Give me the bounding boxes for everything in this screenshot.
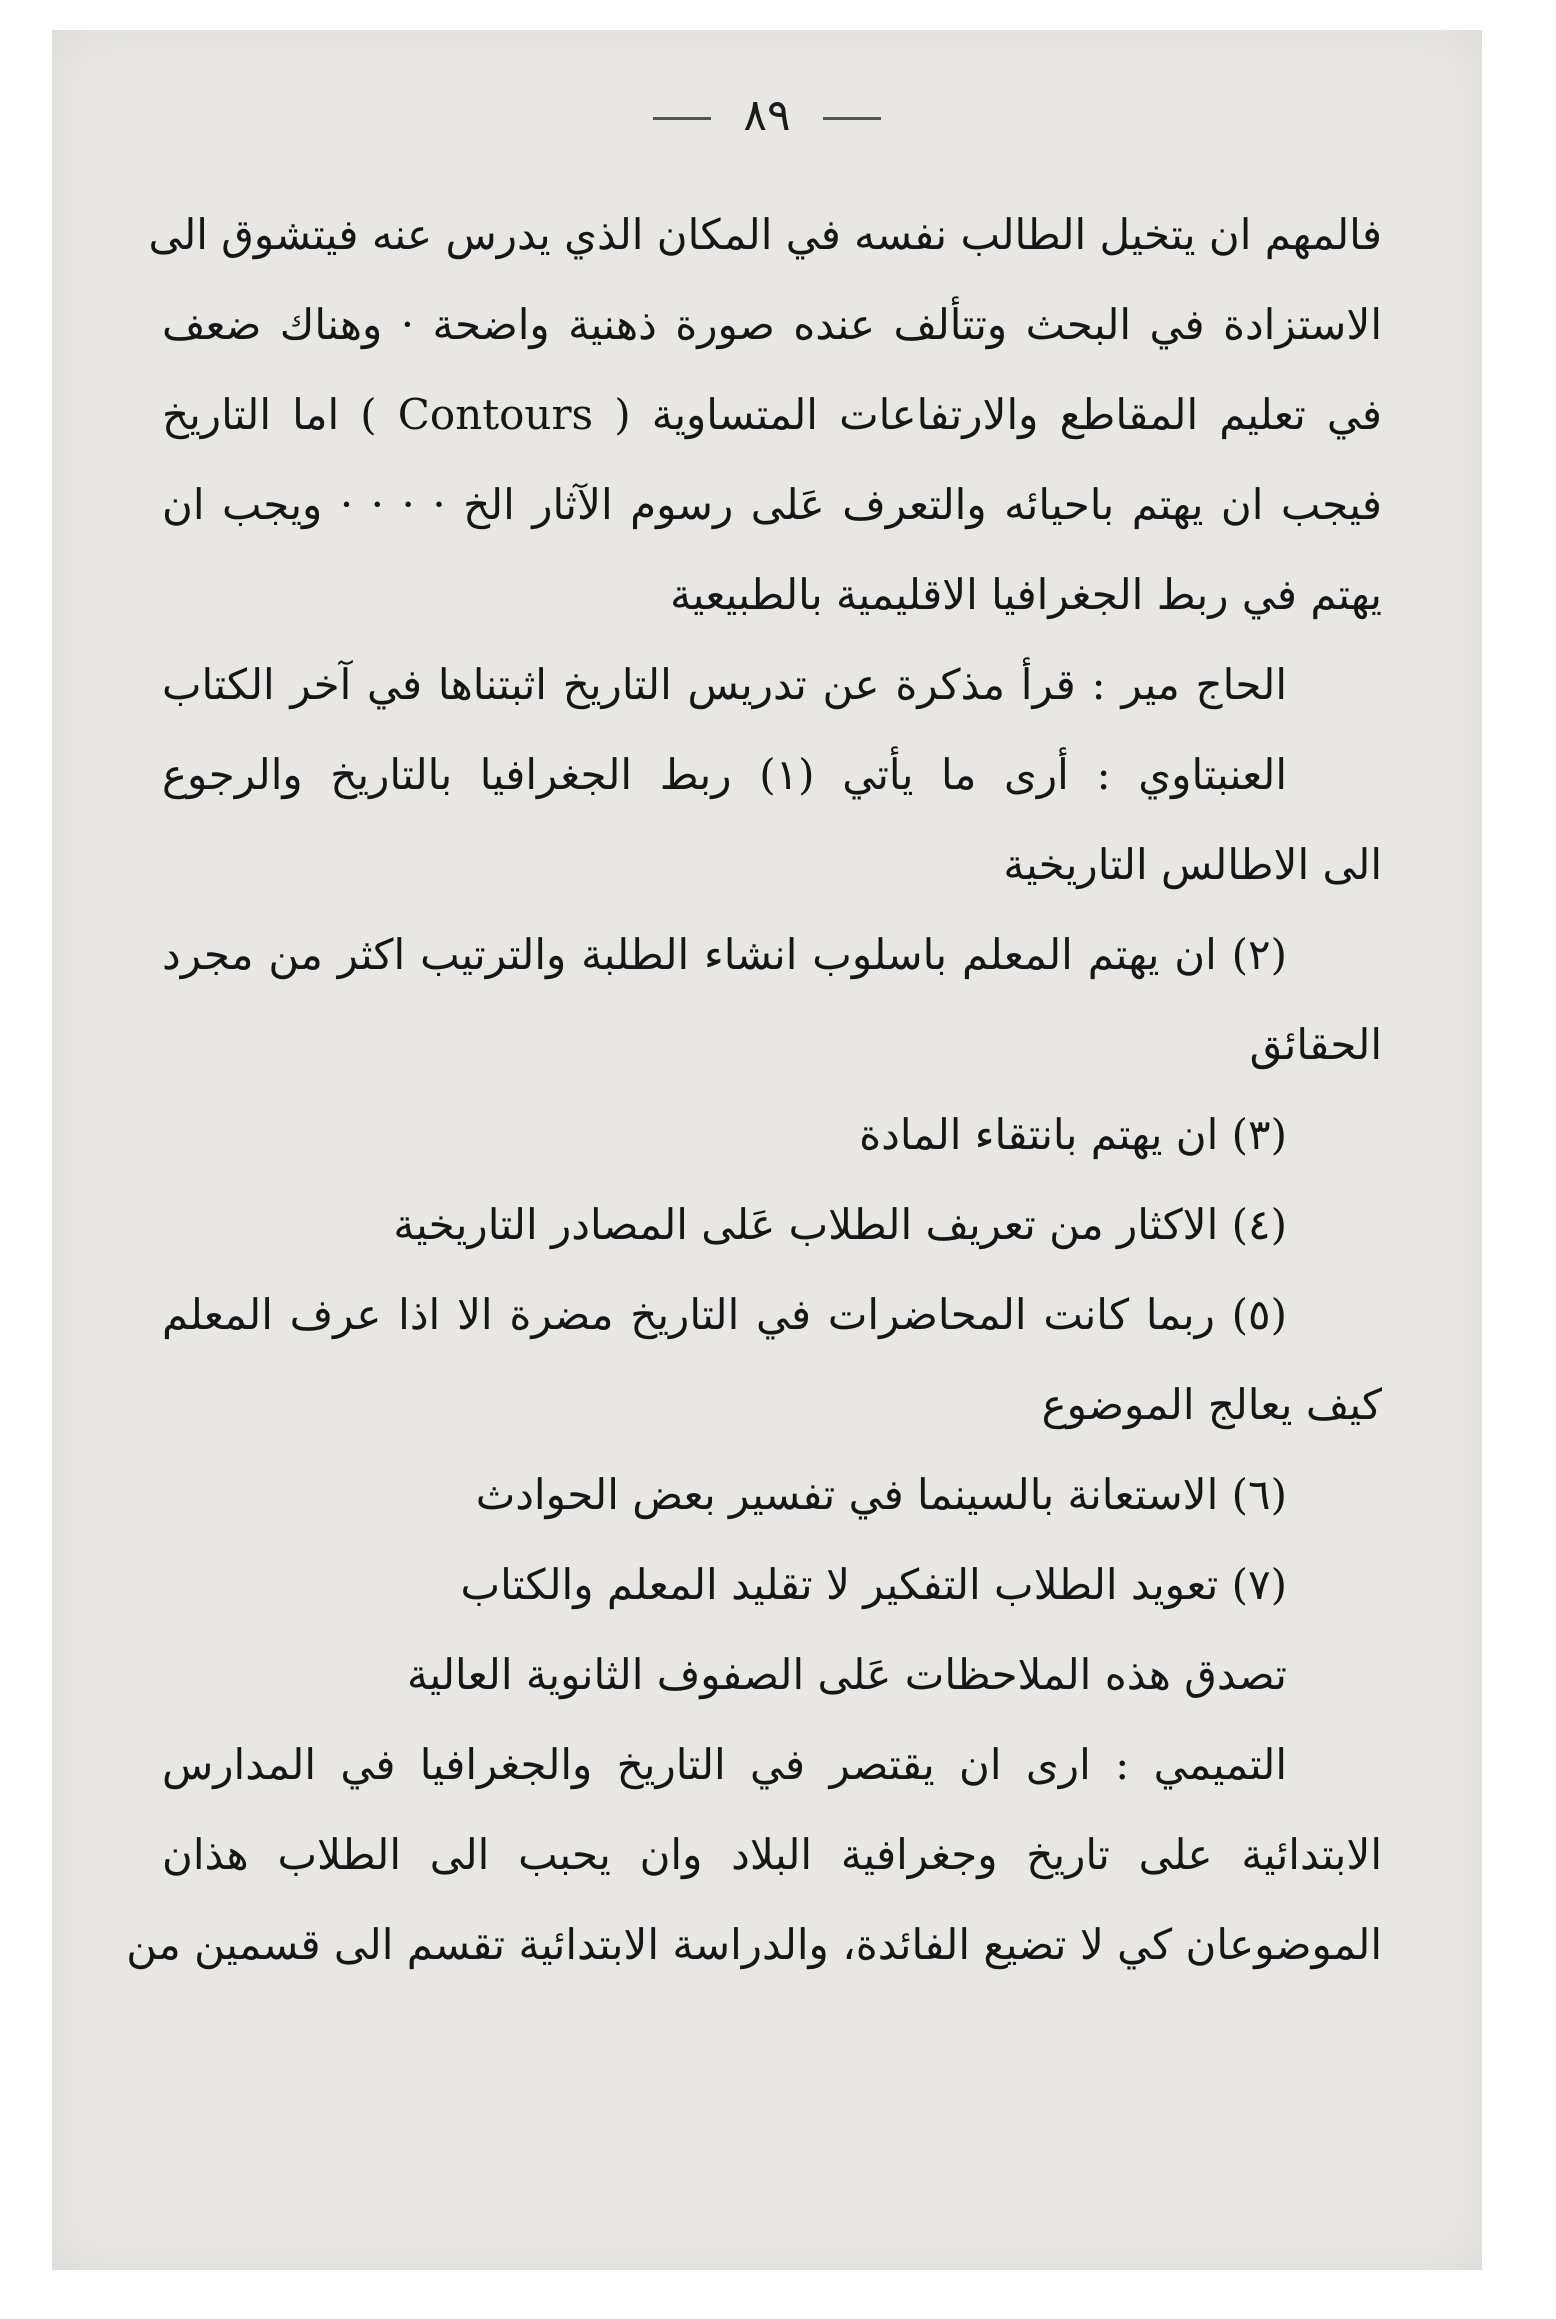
- page-number: ٨٩: [743, 90, 791, 141]
- text-line: (٧) تعويد الطلاب التفكير لا تقليد المعلم والكتاب: [460, 1560, 1287, 1609]
- book-page: [52, 30, 1482, 2270]
- text-line: كيف يعالج الموضوع: [1041, 1380, 1382, 1429]
- text-line: الى الاطالس التاريخية: [1003, 840, 1382, 889]
- text-line: العنبتاوي : أرى ما يأتي (١) ربط الجغرافيا بالتاريخ والرجوع: [162, 750, 1288, 799]
- text-line: فيجب ان يهتم باحيائه والتعرف عَلى رسوم الآثار الخ · · · · ويجب ان: [162, 480, 1382, 529]
- page-body-text: [126, 190, 1382, 1990]
- text-line: الحاج مير : قرأ مذكرة عن تدريس التاريخ اثبتناها في آخر الكتاب: [162, 660, 1287, 709]
- text-line: فالمهم ان يتخيل الطالب نفسه في المكان الذي يدرس عنه فيتشوق الى: [148, 210, 1382, 259]
- text-line: الحقائق: [1249, 1020, 1382, 1069]
- text-line: تصدق هذه الملاحظات عَلى الصفوف الثانوية العالية: [407, 1650, 1287, 1699]
- header-rule-right: [823, 117, 881, 120]
- text-line: في تعليم المقاطع والارتفاعات المتساوية ( Contours ) اما التاريخ: [162, 390, 1382, 439]
- text-line: (٥) ربما كانت المحاضرات في التاريخ مضرة الا اذا عرف المعلم: [162, 1290, 1287, 1339]
- text-line: (٤) الاكثار من تعريف الطلاب عَلى المصادر التاريخية: [393, 1200, 1287, 1249]
- text-line: الابتدائية على تاريخ وجغرافية البلاد وان يحبب الى الطلاب هذان: [162, 1830, 1382, 1879]
- text-line: الاستزادة في البحث وتتألف عنده صورة ذهنية واضحة · وهناك ضعف: [162, 300, 1382, 349]
- header-rule-left: [653, 117, 711, 120]
- text-line: (٣) ان يهتم بانتقاء المادة: [859, 1110, 1287, 1159]
- text-line: (٢) ان يهتم المعلم باسلوب انشاء الطلبة والترتيب اكثر من مجرد: [162, 930, 1287, 979]
- page-header: [52, 90, 1482, 141]
- text-line: (٦) الاستعانة بالسينما في تفسير بعض الحوادث: [475, 1470, 1287, 1519]
- text-line: التميمي : ارى ان يقتصر في التاريخ والجغرافيا في المدارس: [162, 1740, 1287, 1789]
- text-line: يهتم في ربط الجغرافيا الاقليمية بالطبيعية: [670, 570, 1382, 619]
- text-line: الموضوعان كي لا تضيع الفائدة، والدراسة الابتدائية تقسم الى قسمين من: [126, 1920, 1382, 1969]
